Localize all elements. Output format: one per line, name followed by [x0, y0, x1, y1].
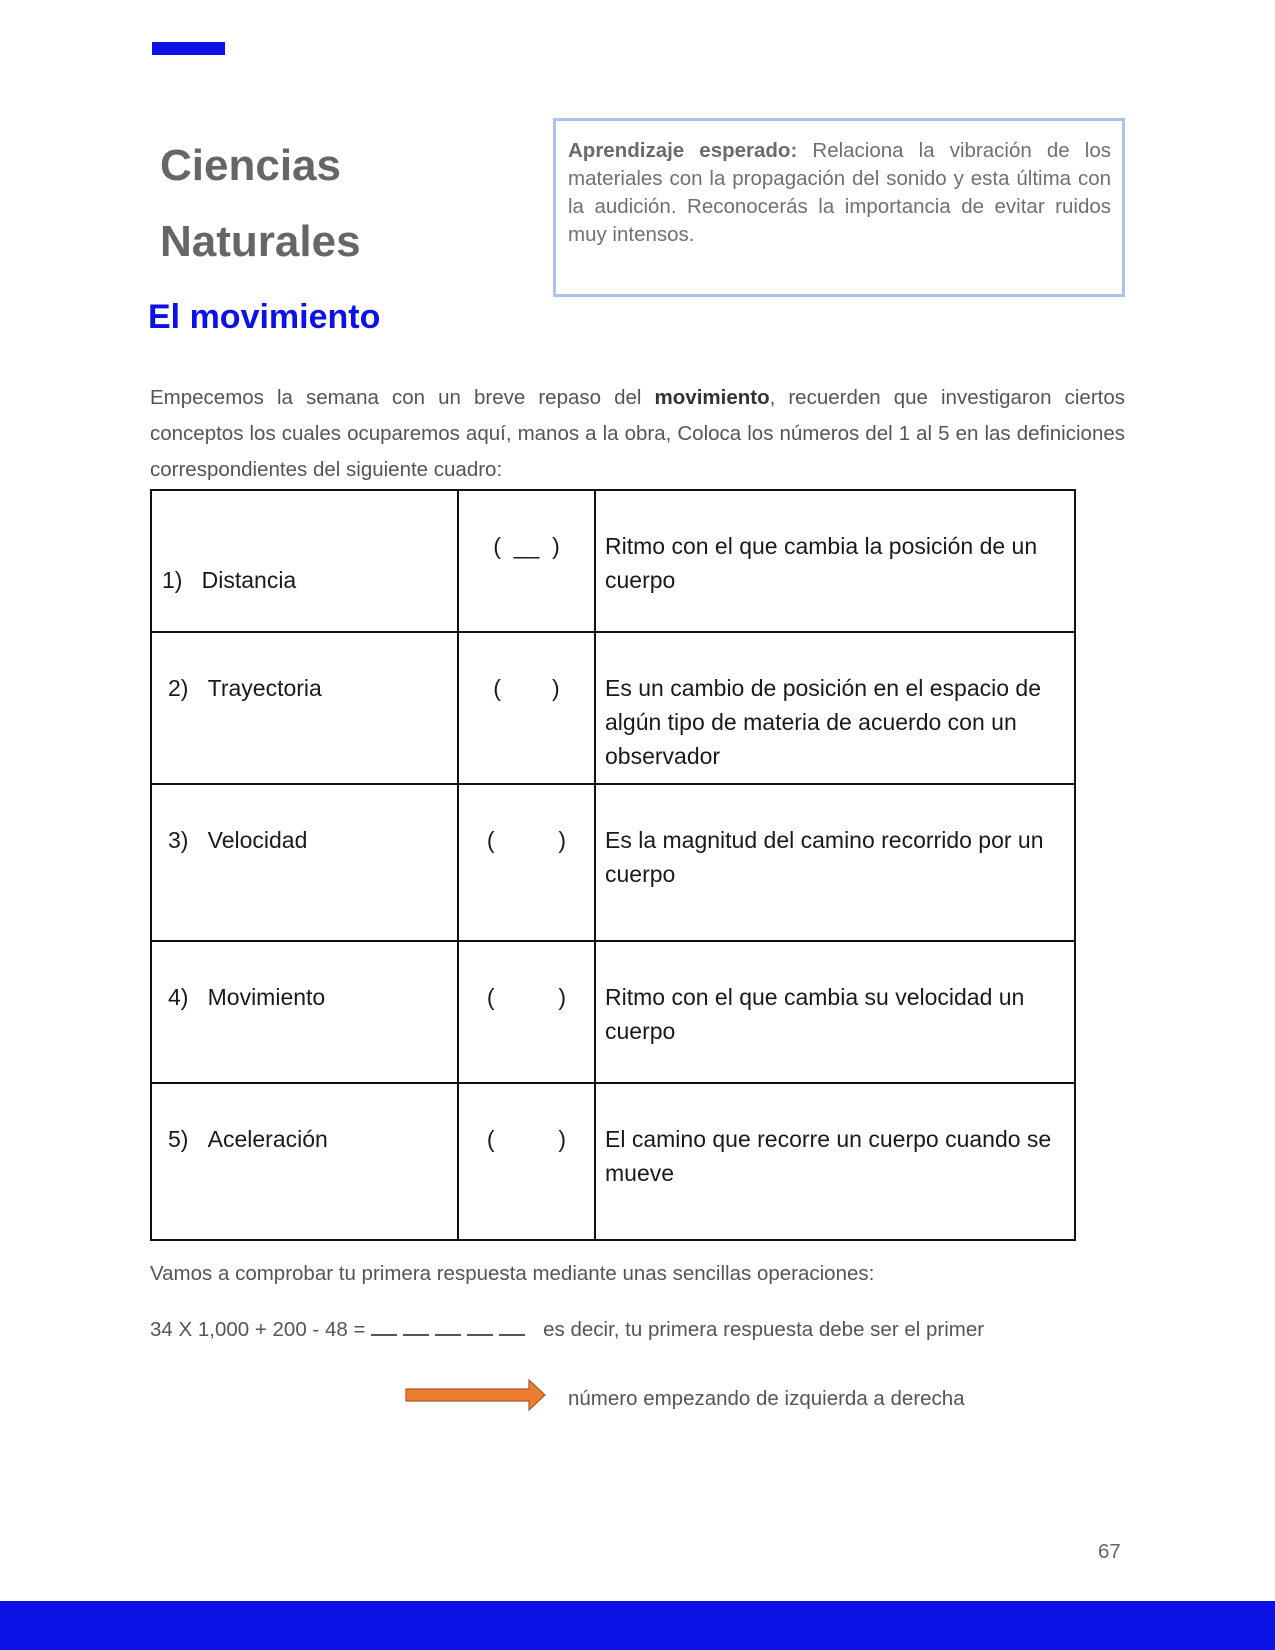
definition-text: El camino que recorre un cuerpo cuando se mueve — [605, 1126, 1052, 1186]
table-row — [151, 632, 1075, 784]
term-number: 1) — [162, 567, 183, 593]
learning-objective-box — [553, 118, 1125, 297]
table-row — [151, 490, 1075, 632]
bottom-accent-bar — [0, 1601, 1275, 1650]
definition-cell — [595, 632, 1075, 784]
matching-table — [150, 489, 1076, 1241]
answer-blank[interactable]: ( ) — [486, 1126, 567, 1152]
definition-cell — [595, 490, 1075, 632]
arrow-text: número empezando de izquierda a derecha — [568, 1387, 965, 1410]
objective-text: Relaciona la vibración de los materiales con la propagación del sonido y esta última con la audición. Reconocerás la importancia de evitar ruidos muy intensos. — [568, 139, 1111, 246]
page-number: 67 — [1098, 1540, 1121, 1563]
answer-blank[interactable]: ( ) — [486, 827, 567, 853]
table-row — [151, 1083, 1075, 1240]
definition-cell — [595, 1083, 1075, 1240]
definition-text: Ritmo con el que cambia la posición de un cuerpo — [605, 533, 1038, 593]
subject-title-line1: Ciencias — [160, 141, 341, 190]
digit-blank[interactable] — [435, 1320, 461, 1336]
digit-blank[interactable] — [403, 1320, 429, 1336]
definition-cell — [595, 941, 1075, 1083]
answer-cell[interactable] — [458, 1083, 595, 1240]
section-title: El movimiento — [148, 298, 381, 336]
term-label: Trayectoria — [207, 675, 322, 701]
intro-before: Empecemos la semana con un breve repaso del — [150, 386, 655, 409]
answer-blank[interactable]: ( __ ) — [493, 533, 560, 559]
intro-paragraph — [150, 380, 1125, 488]
intro-after: , recuerden que investigaron ciertos conceptos los cuales ocuparemos aquí, manos a la obra, Coloca los números del 1 al 5 en las definiciones correspondientes del siguiente cuadro: — [150, 386, 1125, 481]
answer-cell[interactable] — [458, 632, 595, 784]
objective-label: Aprendizaje esperado: — [568, 139, 798, 162]
operation-expression: 34 X 1,000 + 200 - 48 = — [150, 1318, 372, 1341]
definition-text: Es la magnitud del camino recorrido por un cuerpo — [605, 827, 1044, 887]
digit-blank[interactable] — [499, 1320, 525, 1336]
term-number: 3) — [168, 827, 189, 853]
term-cell — [151, 632, 458, 784]
subject-title-line2: Naturales — [160, 217, 361, 266]
answer-cell[interactable] — [458, 784, 595, 941]
term-label: Velocidad — [207, 827, 308, 853]
answer-blank[interactable]: ( ) — [493, 675, 560, 701]
subject-title — [160, 128, 361, 280]
term-cell — [151, 1083, 458, 1240]
digit-blank[interactable] — [467, 1320, 493, 1336]
term-label: Movimiento — [207, 984, 326, 1010]
term-number: 4) — [168, 984, 189, 1010]
arrow-right-icon — [405, 1378, 547, 1412]
operation-rest: es decir, tu primera respuesta debe ser el primer — [543, 1318, 985, 1341]
term-label: Distancia — [201, 567, 297, 593]
answer-cell[interactable] — [458, 941, 595, 1083]
table-row — [151, 784, 1075, 941]
top-accent-bar — [152, 42, 225, 55]
definition-text: Ritmo con el que cambia su velocidad un cuerpo — [605, 984, 1025, 1044]
answer-blank[interactable]: ( ) — [486, 984, 567, 1010]
term-number: 5) — [168, 1126, 189, 1152]
operation-row — [150, 1318, 984, 1342]
verify-text: Vamos a comprobar tu primera respuesta mediante unas sencillas operaciones: — [150, 1262, 875, 1285]
term-label: Aceleración — [207, 1126, 328, 1152]
intro-bold: movimiento — [654, 386, 770, 409]
term-cell — [151, 941, 458, 1083]
definition-text: Es un cambio de posición en el espacio de algún tipo de materia de acuerdo con un observador — [605, 675, 1042, 769]
definition-cell — [595, 784, 1075, 941]
term-number: 2) — [168, 675, 189, 701]
digit-blank[interactable] — [371, 1320, 397, 1336]
term-cell — [151, 784, 458, 941]
answer-cell[interactable] — [458, 490, 595, 632]
table-row — [151, 941, 1075, 1083]
term-cell — [151, 490, 458, 632]
